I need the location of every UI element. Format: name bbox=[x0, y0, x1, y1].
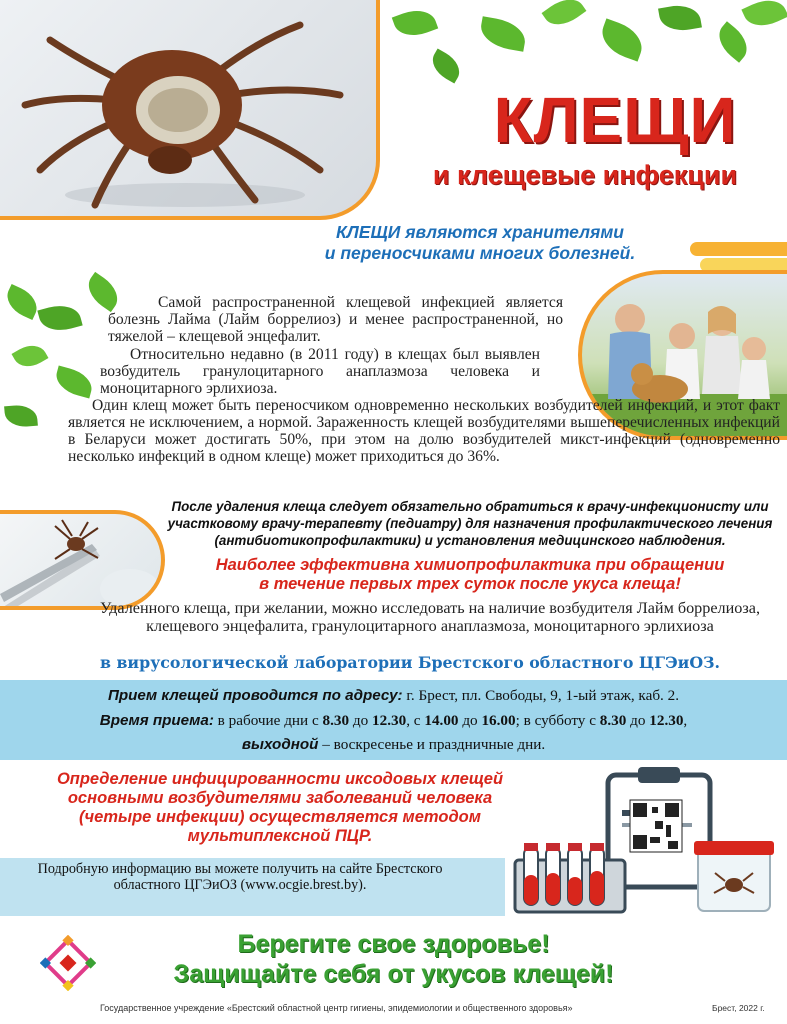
lab-illustration bbox=[510, 765, 787, 915]
time-value: 8.30 bbox=[322, 712, 350, 729]
dayoff-value: – воскресенье и праздничные дни. bbox=[318, 736, 546, 753]
after-removal-text: После удаления клеща следует обязательно обратиться к врачу-инфекционисту или участковому врачу-терапевту (педиатру) для назначения профилактического лечения (антибиотикопрофилактики) и установления медицинского наблюдения. bbox=[167, 499, 773, 548]
tick-photo bbox=[0, 0, 380, 220]
footer-text: Государственное учреждение «Брестский областной центр гигиены, эпидемиологии и общественного здоровья» bbox=[100, 1003, 573, 1013]
tick-container-icon bbox=[694, 841, 774, 911]
lab-text: в вирусологической лаборатории Брестского областного ЦГЭиОЗ. bbox=[99, 653, 721, 672]
site-text: Подробную информацию вы можете получить на сайте Брестского областного ЦГЭиОЗ (www.ocgie.brest.by). bbox=[37, 861, 443, 893]
slogan-1: Берегите свое здоровье! bbox=[237, 930, 550, 958]
time-text: до bbox=[626, 712, 650, 729]
time-label: Время приема: bbox=[99, 712, 214, 729]
dayoff-line bbox=[0, 736, 787, 754]
slogan-2: Защищайте себя от укусов клещей! bbox=[173, 960, 614, 988]
footer-year: Брест, 2022 г. bbox=[712, 1003, 765, 1013]
research-text: Удаленного клеща, при желании, можно исследовать на наличие возбудителя Лайм боррелиоза, клещевого энцефалита, гранулоцитарного анаплазмоза, моноцитарного эрлихиоза bbox=[99, 599, 761, 635]
tweezers-photo bbox=[0, 510, 165, 610]
time-value: 8.30 bbox=[599, 712, 627, 729]
lead-line-1: КЛЕЩИ являются хранителями bbox=[336, 222, 624, 242]
effective-line-1: Наиболее эффективна химиопрофилактика при обращении bbox=[215, 556, 725, 574]
address-band bbox=[0, 680, 787, 760]
paragraph-1: Самой распространенной клещевой инфекцией является болезнь Лайма (Лайм боррелиоз) и менее распространенной, но тяжелой – клещевой энцефалит. bbox=[108, 294, 563, 345]
paragraph-2: Относительно недавно (в 2011 году) в клещах был выявлен возбудитель гранулоцитарного анаплазмоза человека и моноцитарного эрлихиоза. bbox=[100, 346, 540, 397]
time-text: , с bbox=[406, 712, 425, 729]
address-label: Прием клещей проводится по адресу: bbox=[107, 687, 403, 704]
address-value: г. Брест, пл. Свободы, 9, 1-ый этаж, каб. 2. bbox=[402, 687, 680, 704]
stripe-orange bbox=[690, 242, 787, 256]
effective-text bbox=[190, 556, 750, 594]
time-text: ; в субботу с bbox=[515, 712, 600, 729]
time-line bbox=[0, 712, 787, 730]
pcr-text: Определение инфицированности иксодовых клещей основными возбудителями заболеваний человека (четыре инфекции) осуществляется методом мультиплексной ПЦР. bbox=[56, 770, 504, 845]
qr-code-icon bbox=[630, 800, 682, 852]
lead-text bbox=[300, 222, 660, 264]
lead-line-2: и переносчиками многих болезней. bbox=[324, 243, 636, 263]
time-value: 12.30 bbox=[649, 712, 684, 729]
time-value: 16.00 bbox=[481, 712, 516, 729]
time-text: , bbox=[683, 712, 688, 729]
time-text: до bbox=[349, 712, 373, 729]
effective-line-2: в течение первых трех суток после укуса клеща! bbox=[259, 575, 681, 593]
address-line bbox=[0, 687, 787, 705]
time-value: 14.00 bbox=[424, 712, 459, 729]
page-title: КЛЕЩИ bbox=[493, 84, 737, 156]
time-value: 12.30 bbox=[372, 712, 407, 729]
dayoff-label: выходной bbox=[241, 736, 319, 753]
time-text: до bbox=[458, 712, 482, 729]
page-subtitle: и клещевые инфекции bbox=[432, 160, 738, 190]
time-text: в рабочие дни с bbox=[213, 712, 323, 729]
paragraph-3: Один клещ может быть переносчиком одновременно нескольких возбудителей инфекций, и этот факт является не исключением, а нормой. Зараженность клещей возбудителями вышеперечисленных инфекций в Беларуси может достигать 50%, при этом на долю возбудителей микст-инфекций (одновременно несколько инфекций в одном клеще) может приходиться до 36%. bbox=[68, 397, 780, 465]
